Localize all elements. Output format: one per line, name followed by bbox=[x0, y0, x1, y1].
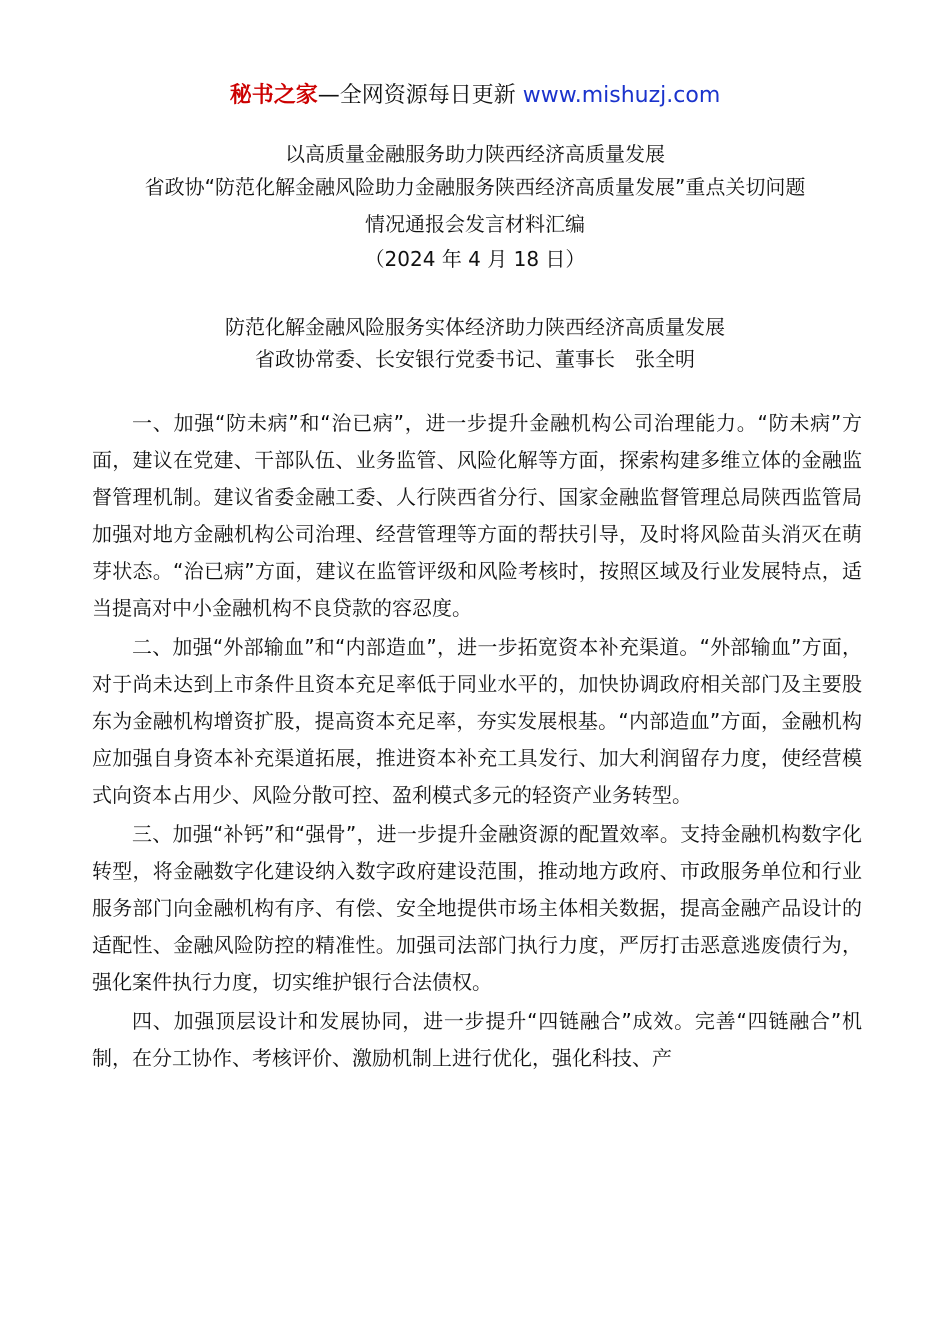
document-date: （2024 年 4 月 18 日） bbox=[364, 247, 586, 271]
body-paragraph-1: 一、加强“防未病”和“治已病”，进一步提升金融机构公司治理能力。“防未病”方面，建议在党建、干部队伍、业务监管、风险化解等方面，探索构建多维立体的金融监督管理机制。建议省委金融工委、人行陕西省分行、国家金融监督管理总局陕西监管局加强对地方金融机构公司治理、经营管理等方面的帮扶引导，及时将风险苗头消灭在萌芽状态。“治已病”方面，建议在监管评级和风险考核时，按照区域及行业发展特点，适当提高对中小金融机构不良贷款的容忍度。 bbox=[92, 411, 862, 620]
banner-brand: 秘书之家 bbox=[229, 83, 318, 108]
body-paragraph-4: 四、加强顶层设计和发展协同，进一步提升“四链融合”成效。完善“四链融合”机制，在分工协作、考核评价、激励机制上进行优化，强化科技、产 bbox=[92, 1009, 862, 1070]
document-title: 以高质量金融服务助力陕西经济高质量发展 bbox=[285, 142, 665, 166]
article-body bbox=[92, 405, 862, 1079]
article-title: 防范化解金融风险服务实体经济助力陕西经济高质量发展 bbox=[225, 315, 725, 339]
document-subtitle-line1: 省政协“防范化解金融风险助力金融服务陕西经济高质量发展”重点关切问题 bbox=[144, 175, 806, 199]
body-paragraph-2: 二、加强“外部输血”和“内部造血”，进一步拓宽资本补充渠道。“外部输血”方面，对于尚未达到上市条件且资本充足率低于同业水平的，加快协调政府相关部门及主要股东为金融机构增资扩股，提高资本充足率，夯实发展根基。“内部造血”方面，金融机构应加强自身资本补充渠道拓展，推进资本补充工具发行、加大利润留存力度，使经营模式向资本占用少、风险分散可控、盈利模式多元的轻资产业务转型。 bbox=[92, 635, 862, 807]
body-paragraph-3: 三、加强“补钙”和“强骨”，进一步提升金融资源的配置效率。支持金融机构数字化转型，将金融数字化建设纳入数字政府建设范围，推动地方政府、市政服务单位和行业服务部门向金融机构有序、有偿、安全地提供市场主体相关数据，提高金融产品设计的适配性、金融风险防控的精准性。加强司法部门执行力度，严厉打击恶意逃废债行为，强化案件执行力度，切实维护银行合法债权。 bbox=[92, 822, 862, 994]
site-banner bbox=[0, 80, 950, 112]
banner-tagline: —全网资源每日更新 bbox=[317, 83, 516, 108]
article-author: 省政协常委、长安银行党委书记、董事长 张全明 bbox=[255, 347, 695, 371]
document-subtitle-line2: 情况通报会发言材料汇编 bbox=[365, 212, 585, 236]
banner-url[interactable]: www.mishuzj.com bbox=[522, 83, 721, 108]
